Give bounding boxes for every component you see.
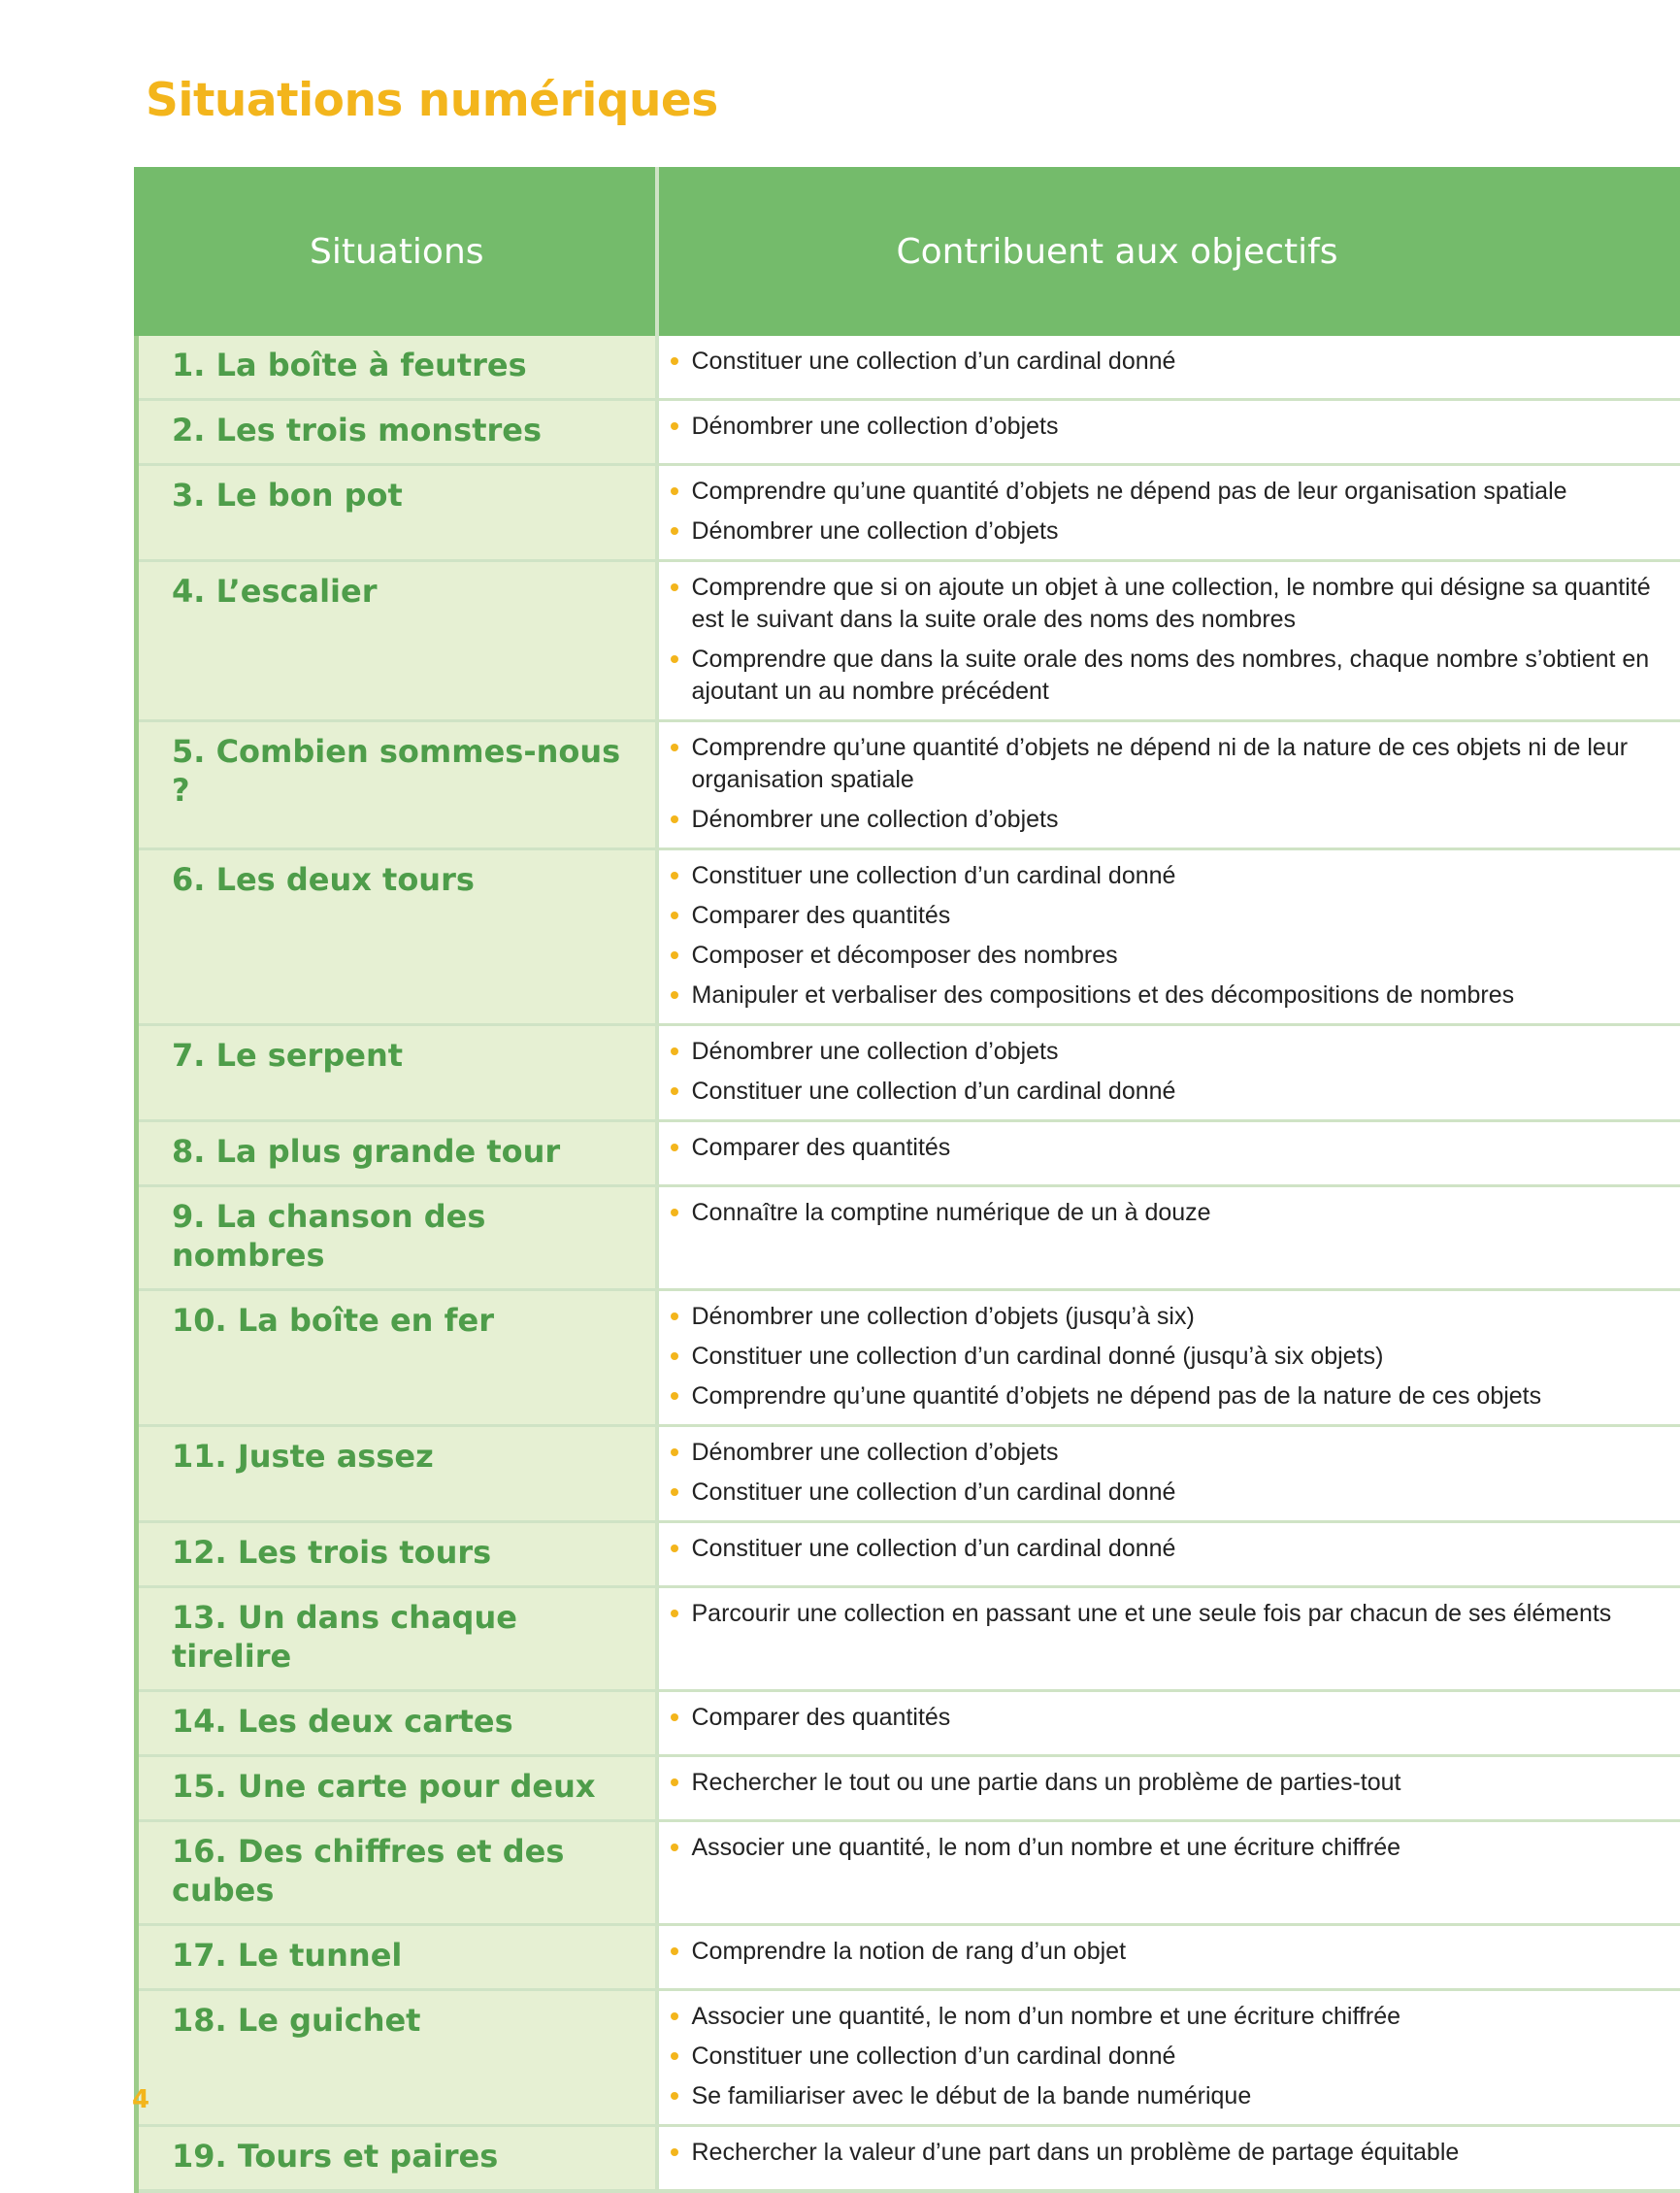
situation-cell: 15. Une carte pour deux — [137, 1756, 657, 1821]
objectives-list — [692, 860, 1664, 1012]
situation-cell: 7. Le serpent — [137, 1025, 657, 1121]
bullet-icon — [671, 357, 678, 365]
objective-text: Comparer des quantités — [692, 1704, 951, 1731]
situation-cell: 16. Des chiffres et des cubes — [137, 1821, 657, 1925]
bullet-icon — [671, 951, 678, 959]
objective-text: Dénombrer une collection d’objets — [692, 413, 1059, 440]
situation-cell: 11. Juste assez — [137, 1426, 657, 1522]
objectives-cell — [657, 1925, 1680, 1990]
bullet-icon — [671, 487, 678, 495]
objectives-cell — [657, 1186, 1680, 1290]
objective-item — [692, 644, 1664, 708]
bullet-icon — [671, 1610, 678, 1617]
objective-item — [692, 860, 1664, 892]
objective-text: Composer et décomposer des nombres — [692, 942, 1118, 969]
bullet-icon — [671, 1545, 678, 1552]
objective-item — [692, 1533, 1664, 1565]
bullet-icon — [671, 1352, 678, 1360]
objective-text: Dénombrer une collection d’objets — [692, 517, 1059, 545]
bullet-icon — [671, 1144, 678, 1151]
objectives-list — [692, 1832, 1664, 1864]
objectives-list — [692, 572, 1664, 708]
table-row — [137, 849, 1680, 1025]
objective-item — [692, 1076, 1664, 1108]
objective-text: Constituer une collection d’un cardinal donné — [692, 348, 1176, 375]
situation-cell: 5. Combien sommes-nous ? — [137, 721, 657, 849]
objective-item — [692, 1477, 1664, 1509]
situation-cell: 10. La boîte en fer — [137, 1290, 657, 1426]
objective-item — [692, 732, 1664, 796]
objectives-cell — [657, 465, 1680, 561]
objectives-table-wrapper — [134, 167, 1680, 2193]
table-row — [137, 1290, 1680, 1426]
objective-text: Comprendre qu’une quantité d’objets ne dépend pas de la nature de ces objets — [692, 1382, 1542, 1410]
objective-text: Comprendre que dans la suite orale des noms des nombres, chaque nombre s’obtient en ajoutant un au nombre précédent — [692, 646, 1650, 705]
objective-text: Comparer des quantités — [692, 902, 951, 929]
situation-cell: 1. La boîte à feutres — [137, 336, 657, 400]
objective-item — [692, 1832, 1664, 1864]
situation-cell: 17. Le tunnel — [137, 1925, 657, 1990]
objectives-cell — [657, 400, 1680, 465]
objective-text: Comparer des quantités — [692, 1134, 951, 1161]
bullet-icon — [671, 1312, 678, 1320]
situation-cell: 9. La chanson des nombres — [137, 1186, 657, 1290]
objectives-list — [692, 2137, 1664, 2169]
objective-text: Associer une quantité, le nom d’un nombre et une écriture chiffrée — [692, 2003, 1401, 2030]
objectives-list — [692, 732, 1664, 836]
bullet-icon — [671, 1947, 678, 1955]
page-number: 4 — [132, 2085, 149, 2114]
objective-item — [692, 804, 1664, 836]
objective-item — [692, 1437, 1664, 1469]
objectives-cell — [657, 2126, 1680, 2192]
bullet-icon — [671, 527, 678, 535]
objective-item — [692, 2080, 1664, 2112]
objective-text: Constituer une collection d’un cardinal donné — [692, 1078, 1176, 1105]
objectives-cell — [657, 1990, 1680, 2126]
bullet-icon — [671, 2092, 678, 2100]
header-situations: Situations — [137, 167, 657, 336]
objective-text: Constituer une collection d’un cardinal donné — [692, 862, 1176, 889]
table-row — [137, 1587, 1680, 1691]
objectives-list — [692, 1197, 1664, 1229]
table-row — [137, 721, 1680, 849]
objective-item — [692, 515, 1664, 548]
objectives-cell — [657, 721, 1680, 849]
bullet-icon — [671, 1209, 678, 1216]
objective-item — [692, 1936, 1664, 1968]
table-header-row — [137, 167, 1680, 336]
bullet-icon — [671, 1713, 678, 1721]
situation-cell: 3. Le bon pot — [137, 465, 657, 561]
objective-text: Comprendre qu’une quantité d’objets ne dépend ni de la nature de ces objets ni de leur organisation spatiale — [692, 734, 1629, 793]
objective-item — [692, 1036, 1664, 1068]
objective-item — [692, 1598, 1664, 1630]
objectives-list — [692, 1437, 1664, 1509]
table-body — [137, 336, 1680, 2191]
situation-cell: 13. Un dans chaque tirelire — [137, 1587, 657, 1691]
objectives-list — [692, 1936, 1664, 1968]
objectives-list — [692, 2001, 1664, 2112]
objective-text: Rechercher la valeur d’une part dans un problème de partage équitable — [692, 2139, 1460, 2166]
page-title: Situations numériques — [146, 74, 718, 127]
objectives-cell — [657, 1587, 1680, 1691]
table-row — [137, 465, 1680, 561]
bullet-icon — [671, 991, 678, 999]
table-row — [137, 1756, 1680, 1821]
objective-item — [692, 980, 1664, 1012]
table-row — [137, 561, 1680, 721]
bullet-icon — [671, 1488, 678, 1496]
objective-item — [692, 1341, 1664, 1373]
objective-item — [692, 476, 1664, 508]
table-row — [137, 1821, 1680, 1925]
table-row — [137, 1522, 1680, 1587]
objectives-cell — [657, 561, 1680, 721]
objective-text: Manipuler et verbaliser des compositions et des décompositions de nombres — [692, 981, 1515, 1009]
objectives-cell — [657, 1290, 1680, 1426]
objective-text: Rechercher le tout ou une partie dans un problème de parties-tout — [692, 1769, 1401, 1796]
objectives-list — [692, 1036, 1664, 1108]
objective-text: Parcourir une collection en passant une et une seule fois par chacun de ses éléments — [692, 1600, 1612, 1627]
header-objectives: Contribuent aux objectifs — [657, 167, 1680, 336]
situation-cell: 19. Tours et paires — [137, 2126, 657, 2192]
table-row — [137, 1186, 1680, 1290]
objective-item — [692, 1767, 1664, 1799]
objective-text: Dénombrer une collection d’objets (jusqu’à six) — [692, 1303, 1195, 1330]
objective-item — [692, 411, 1664, 443]
objective-item — [692, 2137, 1664, 2169]
table-row — [137, 2126, 1680, 2192]
objective-item — [692, 900, 1664, 932]
bullet-icon — [671, 2052, 678, 2060]
bullet-icon — [671, 744, 678, 751]
objective-item — [692, 1197, 1664, 1229]
objective-text: Constituer une collection d’un cardinal donné — [692, 1479, 1176, 1506]
objective-text: Comprendre que si on ajoute un objet à une collection, le nombre qui désigne sa quantité est le suivant dans la suite orale des noms des nombres — [692, 574, 1651, 633]
objective-text: Connaître la comptine numérique de un à douze — [692, 1199, 1211, 1226]
objective-item — [692, 1702, 1664, 1734]
objective-item — [692, 2041, 1664, 2073]
bullet-icon — [671, 1778, 678, 1786]
objectives-list — [692, 346, 1664, 378]
bullet-icon — [671, 655, 678, 663]
situation-cell: 18. Le guichet — [137, 1990, 657, 2126]
situation-cell: 4. L’escalier — [137, 561, 657, 721]
situation-cell: 2. Les trois monstres — [137, 400, 657, 465]
bullet-icon — [671, 1448, 678, 1456]
objective-item — [692, 1301, 1664, 1333]
objectives-cell — [657, 336, 1680, 400]
bullet-icon — [671, 1047, 678, 1055]
bullet-icon — [671, 583, 678, 591]
objective-text: Dénombrer une collection d’objets — [692, 806, 1059, 833]
situation-cell: 6. Les deux tours — [137, 849, 657, 1025]
bullet-icon — [671, 912, 678, 919]
table-row — [137, 1925, 1680, 1990]
bullet-icon — [671, 1844, 678, 1851]
objective-text: Constituer une collection d’un cardinal donné — [692, 1535, 1176, 1562]
objectives-list — [692, 1533, 1664, 1565]
table-row — [137, 336, 1680, 400]
objectives-cell — [657, 1756, 1680, 1821]
objectives-cell — [657, 1522, 1680, 1587]
objectives-cell — [657, 1691, 1680, 1756]
objective-text: Constituer une collection d’un cardinal donné — [692, 2043, 1176, 2070]
objective-item — [692, 346, 1664, 378]
objectives-list — [692, 476, 1664, 548]
objectives-list — [692, 1132, 1664, 1164]
objective-text: Comprendre la notion de rang d’un objet — [692, 1938, 1127, 1965]
objectives-cell — [657, 1426, 1680, 1522]
situation-cell: 12. Les trois tours — [137, 1522, 657, 1587]
objective-text: Dénombrer une collection d’objets — [692, 1038, 1059, 1065]
table-row — [137, 1990, 1680, 2126]
objective-item — [692, 572, 1664, 636]
objectives-list — [692, 1301, 1664, 1412]
objectives-list — [692, 1702, 1664, 1734]
table-row — [137, 1121, 1680, 1186]
objectives-list — [692, 1598, 1664, 1630]
objectives-cell — [657, 849, 1680, 1025]
objective-text: Se familiariser avec le début de la bande numérique — [692, 2082, 1252, 2110]
objective-item — [692, 1132, 1664, 1164]
table-row — [137, 1691, 1680, 1756]
table-row — [137, 1426, 1680, 1522]
bullet-icon — [671, 1392, 678, 1400]
bullet-icon — [671, 1087, 678, 1095]
objectives-list — [692, 411, 1664, 443]
objective-text: Dénombrer une collection d’objets — [692, 1439, 1059, 1466]
objectives-cell — [657, 1821, 1680, 1925]
bullet-icon — [671, 422, 678, 430]
table-row — [137, 1025, 1680, 1121]
objective-text: Comprendre qu’une quantité d’objets ne dépend pas de leur organisation spatiale — [692, 478, 1567, 505]
table-row — [137, 400, 1680, 465]
objective-item — [692, 1380, 1664, 1412]
objectives-table — [134, 167, 1680, 2193]
bullet-icon — [671, 2148, 678, 2156]
objective-text: Associer une quantité, le nom d’un nombre et une écriture chiffrée — [692, 1834, 1401, 1861]
situation-cell: 14. Les deux cartes — [137, 1691, 657, 1756]
objectives-cell — [657, 1121, 1680, 1186]
objective-item — [692, 940, 1664, 972]
situation-cell: 8. La plus grande tour — [137, 1121, 657, 1186]
bullet-icon — [671, 872, 678, 880]
objectives-cell — [657, 1025, 1680, 1121]
objective-item — [692, 2001, 1664, 2033]
bullet-icon — [671, 815, 678, 823]
objectives-list — [692, 1767, 1664, 1799]
bullet-icon — [671, 2012, 678, 2020]
objective-text: Constituer une collection d’un cardinal donné (jusqu’à six objets) — [692, 1343, 1384, 1370]
